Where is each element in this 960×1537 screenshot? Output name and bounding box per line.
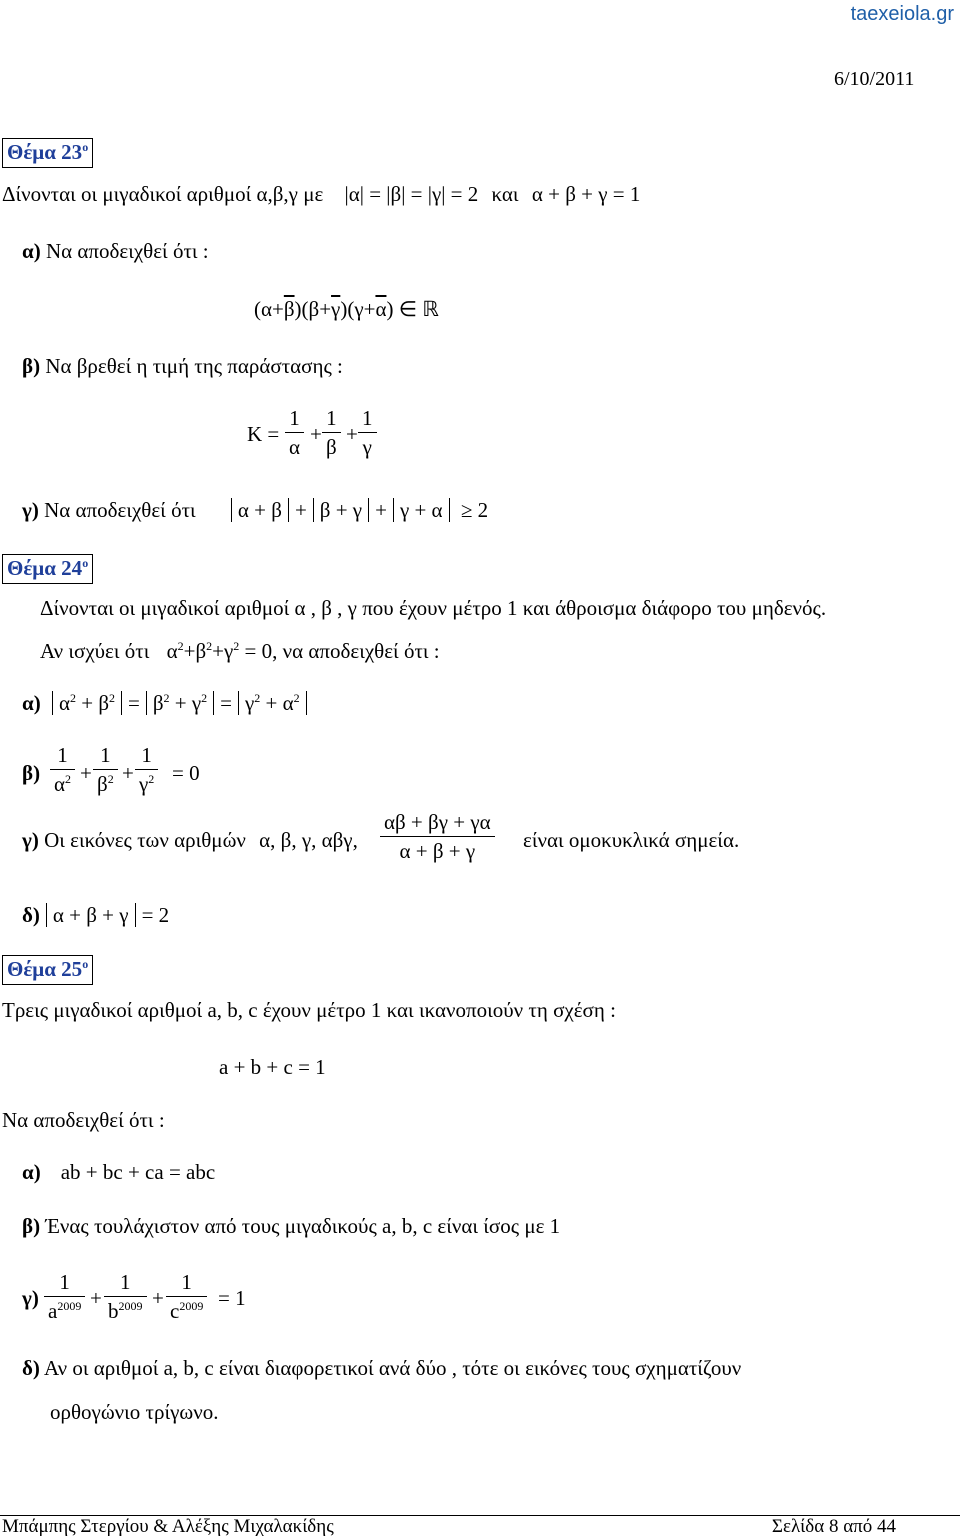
footer-page: Σελίδα 8 από 44 bbox=[771, 1516, 896, 1537]
topic-23-title: Θέμα $23^o$ bbox=[2, 138, 93, 168]
t25-c-rhs: = 1 bbox=[218, 1286, 246, 1310]
site-name: taexeiola.gr bbox=[850, 3, 954, 25]
t23-b: β) Να βρεθεί η τιμή της παράστασης : bbox=[22, 354, 343, 378]
t23-given: Δίνονται οι μιγαδικοί αριθμοί α,β,γ με |α| = |β| = |γ| = 2 και α + β + γ = 1 bbox=[2, 182, 641, 206]
t23-a: α) Να αποδειχθεί ότι : bbox=[22, 239, 209, 263]
t25-b: β) Ένας τουλάχιστον από τους μιγαδικούς a, b, c είναι ίσος με 1 bbox=[22, 1214, 561, 1238]
t25-c-label: γ) bbox=[22, 1286, 39, 1310]
t24-b-label: β) bbox=[22, 761, 41, 785]
t23-b-frac-1: $\frac{1}{\alpha}$ bbox=[285, 408, 304, 458]
t25-d: δ) Αν οι αριθμοί a, b, c είναι διαφορετικοί ανά δύο , τότε οι εικόνες τους σχηματίζουν bbox=[22, 1356, 742, 1380]
topic-24-title: Θέμα $24^o$ bbox=[2, 554, 93, 584]
t23-b-frac-2: $\frac{1}{\beta}$ bbox=[322, 408, 341, 458]
t25-c-frac-1: $\frac{1}{a^{2009}}$ bbox=[44, 1272, 85, 1322]
t23-c: γ) Να αποδειχθεί ότι α + β + β + γ + γ + α ≥ 2 bbox=[22, 498, 489, 522]
footer-authors: Μπάμπης Στεργίου & Αλέξης Μιχαλακίδης bbox=[2, 1516, 334, 1537]
t24-c-frac: $\frac{\alpha\beta + \beta\gamma + \gamma\alpha}{\alpha + \beta + \gamma}$ bbox=[380, 812, 495, 862]
t24-b-frac-1: $\frac{1}{\alpha^2}$ bbox=[50, 745, 75, 795]
t24-c: γ) Οι εικόνες των αριθμών α, β, γ, αβγ, bbox=[22, 828, 358, 852]
t25-d-cont: ορθογώνιο τρίγωνο. bbox=[50, 1400, 219, 1424]
t23-b-lhs: K = bbox=[247, 422, 280, 446]
t23-a-expr: $(\alpha+\overline{\beta})(\beta+\overline{\gamma})(\gamma+\overline{\alpha})$ ∈ ℝ bbox=[254, 297, 439, 321]
t25-c-frac-2: $\frac{1}{b^{2009}}$ bbox=[104, 1272, 147, 1322]
t24-d: δ) α + β + γ = 2 bbox=[22, 903, 170, 927]
t23-b-frac-3: $\frac{1}{\gamma}$ bbox=[358, 408, 377, 458]
t24-condition: Αν ισχύει ότι $\alpha^2+\beta^2+\gamma^2 = 0$, να αποδειχθεί ότι : bbox=[40, 639, 440, 663]
t24-b-rhs: = 0 bbox=[172, 761, 200, 785]
t24-a: α) $\alpha^2 + \beta^2 = \beta^2 + \gamma^2 = \gamma^2 + \alpha^2$ bbox=[22, 691, 313, 715]
t25-c-frac-3: $\frac{1}{c^{2009}}$ bbox=[166, 1272, 207, 1322]
t24-b-frac-3: $\frac{1}{\gamma^2}$ bbox=[135, 745, 158, 795]
t24-b-frac-2: $\frac{1}{\beta^2}$ bbox=[93, 745, 118, 795]
t25-a: α) ab + bc + ca = abc bbox=[22, 1160, 216, 1184]
t24-c-suffix: είναι ομοκυκλικά σημεία. bbox=[523, 828, 740, 852]
t25-intro: Τρεις μιγαδικοί αριθμοί a, b, c έχουν μέτρο 1 και ικανοποιούν τη σχέση : bbox=[2, 998, 616, 1022]
t24-intro: Δίνονται οι μιγαδικοί αριθμοί α , β , γ που έχουν μέτρο 1 και άθροισμα διάφορο του μηδενός. bbox=[40, 596, 827, 620]
header-date: 6/10/2011 bbox=[834, 68, 915, 90]
topic-25-title: Θέμα $25^o$ bbox=[2, 955, 93, 985]
t25-relation: a + b + c = 1 bbox=[219, 1055, 326, 1079]
t25-prove: Να αποδειχθεί ότι : bbox=[2, 1108, 165, 1132]
